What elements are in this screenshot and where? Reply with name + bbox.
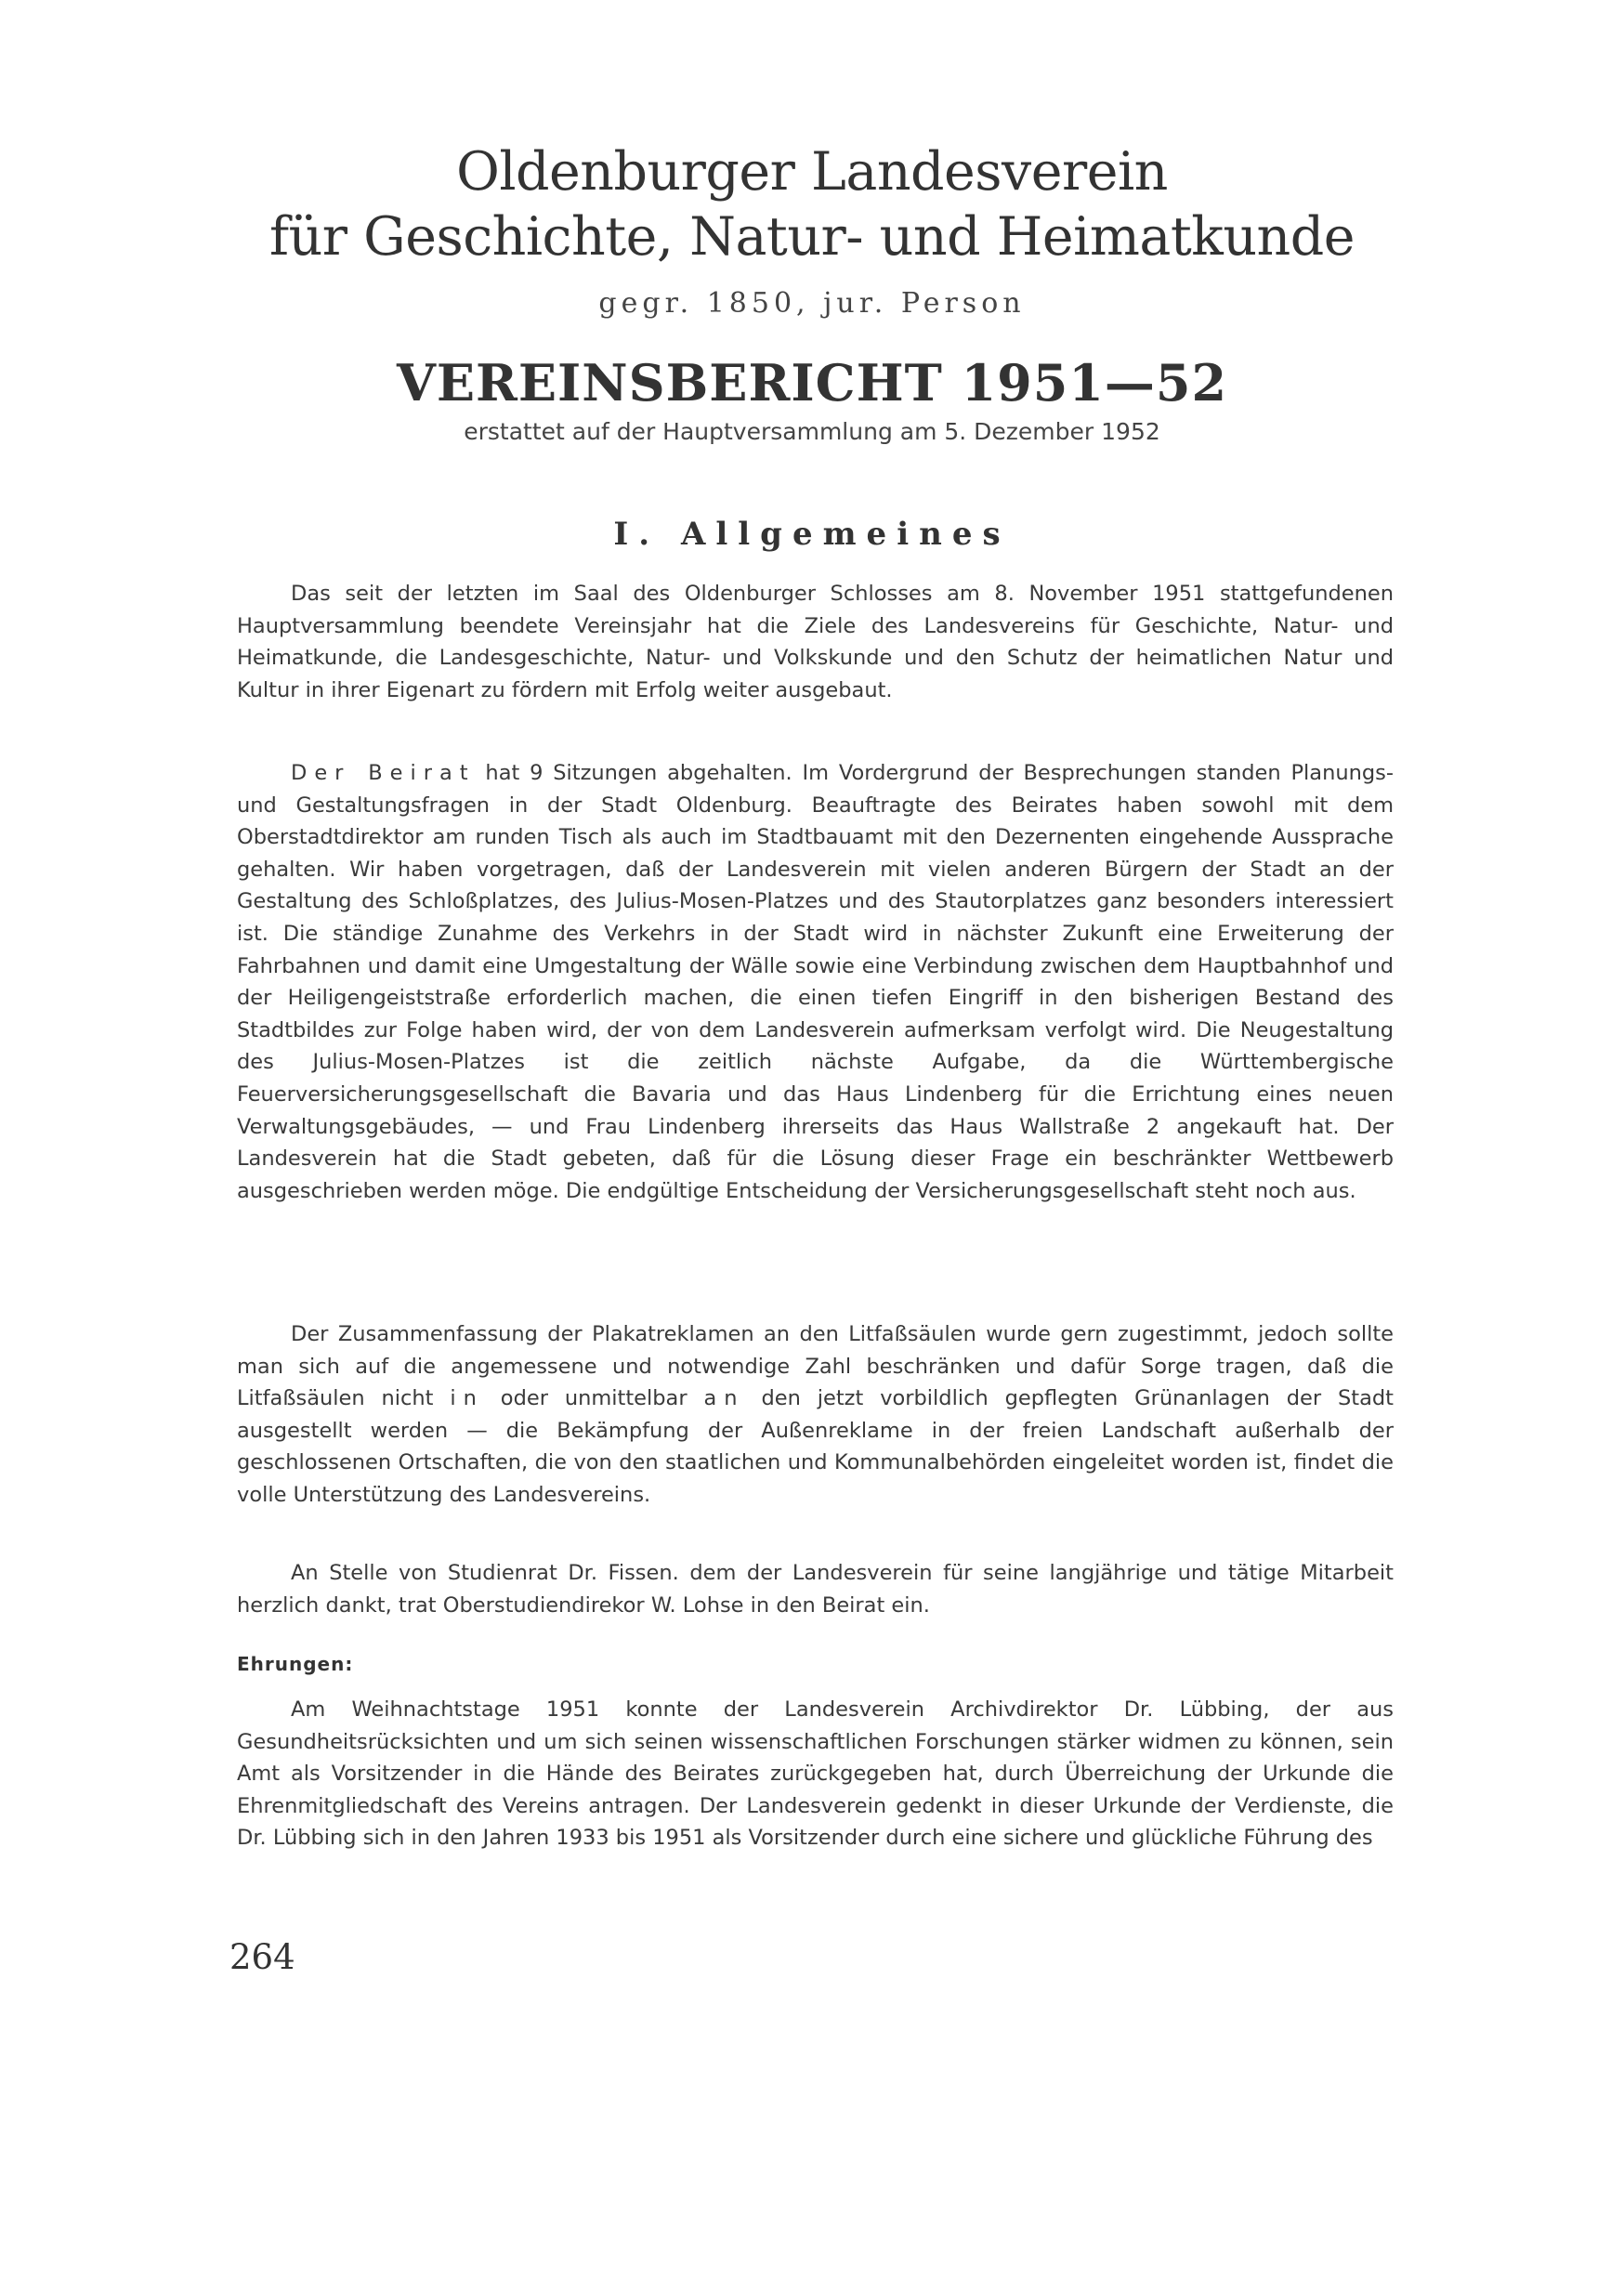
paragraph-3-part-b: oder unmittelbar: [483, 1386, 704, 1411]
founded-note: gegr. 1850, jur. Person: [598, 287, 1026, 320]
page-number: 264: [229, 1937, 295, 1977]
paragraph-3-part-c: den jetzt vorbildlich gepflegten Grünanlagen der Stadt ausgestellt werden — die Bekämpfung der Außenreklame in der freien Landschaft außerhalb der geschlossenen Ortschaften, die von den staatlichen und Kommunalbehörden eingeleitet worden ist, findet die volle Unterstützung des Landesvereins.: [237, 1386, 1394, 1507]
paragraph-2-lead: Der Beirat: [291, 761, 476, 785]
ehrungen-heading: Ehrungen:: [237, 1653, 354, 1675]
title-line-1: Oldenburger Landesverein: [456, 141, 1168, 203]
paragraph-5: Am Weihnachtstage 1951 konnte der Landesverein Archivdirektor Dr. Lübbing, der aus Gesundheitsrücksichten und um sich seinen wissenschaftlichen Forschungen stärker widmen zu können, sein Amt als Vorsitzender in die Hände des Beirates zurückgegeben hat, durch Überreichung der Urkunde die Ehrenmitgliedschaft des Vereins antragen. Der Landesverein gedenkt in dieser Urkunde der Verdienste, die Dr. Lübbing sich in den Jahren 1933 bis 1951 als Vorsitzender durch eine sichere und glückliche Führung des: [237, 1697, 1394, 1851]
section-heading: I. Allgemeines: [613, 516, 1011, 553]
paragraph-1: Das seit der letzten im Saal des Oldenburger Schlosses am 8. November 1951 stattgefundenen Hauptversammlung beendete Vereinsjahr hat die Ziele des Landesvereins für Geschichte, Natur- und Heimatkunde, die Landesgeschichte, Natur- und Volkskunde und den Schutz der heimatlichen Natur und Kultur in ihrer Eigenart zu fördern mit Erfolg weiter ausgebaut.: [237, 582, 1394, 702]
report-subtitle: erstattet auf der Hauptversammlung am 5. Dezember 1952: [464, 418, 1160, 445]
paragraph-3-emph-an: an: [703, 1386, 745, 1411]
paragraph-3-emph-in: in: [450, 1386, 484, 1411]
paragraph-2-text: hat 9 Sitzungen abgehalten. Im Vordergrund der Besprechungen standen Planungs- und Gestaltungsfragen in der Stadt Oldenburg. Beauftragte des Beirates haben sowohl mit dem Oberstadtdirektor am runden Tisch als auch im Stadtbauamt mit den Dezernenten eingehende Aussprache gehalten. Wir haben vorgetragen, daß der Landesverein mit vielen anderen Bürgern der Stadt an der Gestaltung des Schloßplatzes, des Julius-Mosen-Platzes und des Stautorplatzes ganz besonders interessiert ist. Die ständige Zunahme des Verkehrs in der Stadt wird in nächster Zukunft eine Erweiterung der Fahrbahnen und damit eine Umgestaltung der Wälle sowie eine Verbindung zwischen dem Hauptbahnhof und der Heiligengeiststraße erforderlich machen, die einen tiefen Eingriff in den bisherigen Bestand des Stadtbildes zur Folge haben wird, der von dem Landesverein aufmerksam verfolgt wird. Die Neugestaltung des Julius-Mosen-Platzes ist die zeitlich nächste Aufgabe, da die Württembergische Feuerversicherungsgesellschaft die Bavaria und das Haus Lindenberg für die Errichtung eines neuen Verwaltungsgebäudes, — und Frau Lindenberg ihrerseits das Haus Wallstraße 2 angekauft hat. Der Landesverein hat die Stadt gebeten, daß für die Lösung dieser Frage ein beschränkter Wettbewerb ausgeschrieben werden möge. Die endgültige Entscheidung der Versicherungsgesellschaft steht noch aus.: [237, 761, 1394, 1203]
paragraph-3-part-a: Der Zusammenfassung der Plakatreklamen an den Litfaßsäulen wurde gern zugestimmt, jedoch sollte man sich auf die angemessene und notwendige Zahl beschränken und dafür Sorge tragen, daß die Litfaßsäulen nicht: [237, 1322, 1394, 1411]
paragraph-2: [237, 757, 1394, 1207]
paragraph-3: [237, 1318, 1394, 1512]
title-line-2: für Geschichte, Natur- und Heimatkunde: [269, 206, 1355, 268]
report-title: VEREINSBERICHT 1951—52: [396, 353, 1228, 413]
paragraph-4: An Stelle von Studienrat Dr. Fissen. dem der Landesverein für seine langjährige und tätige Mitarbeit herzlich dankt, trat Oberstudiendirekor W. Lohse in den Beirat ein.: [237, 1561, 1394, 1618]
